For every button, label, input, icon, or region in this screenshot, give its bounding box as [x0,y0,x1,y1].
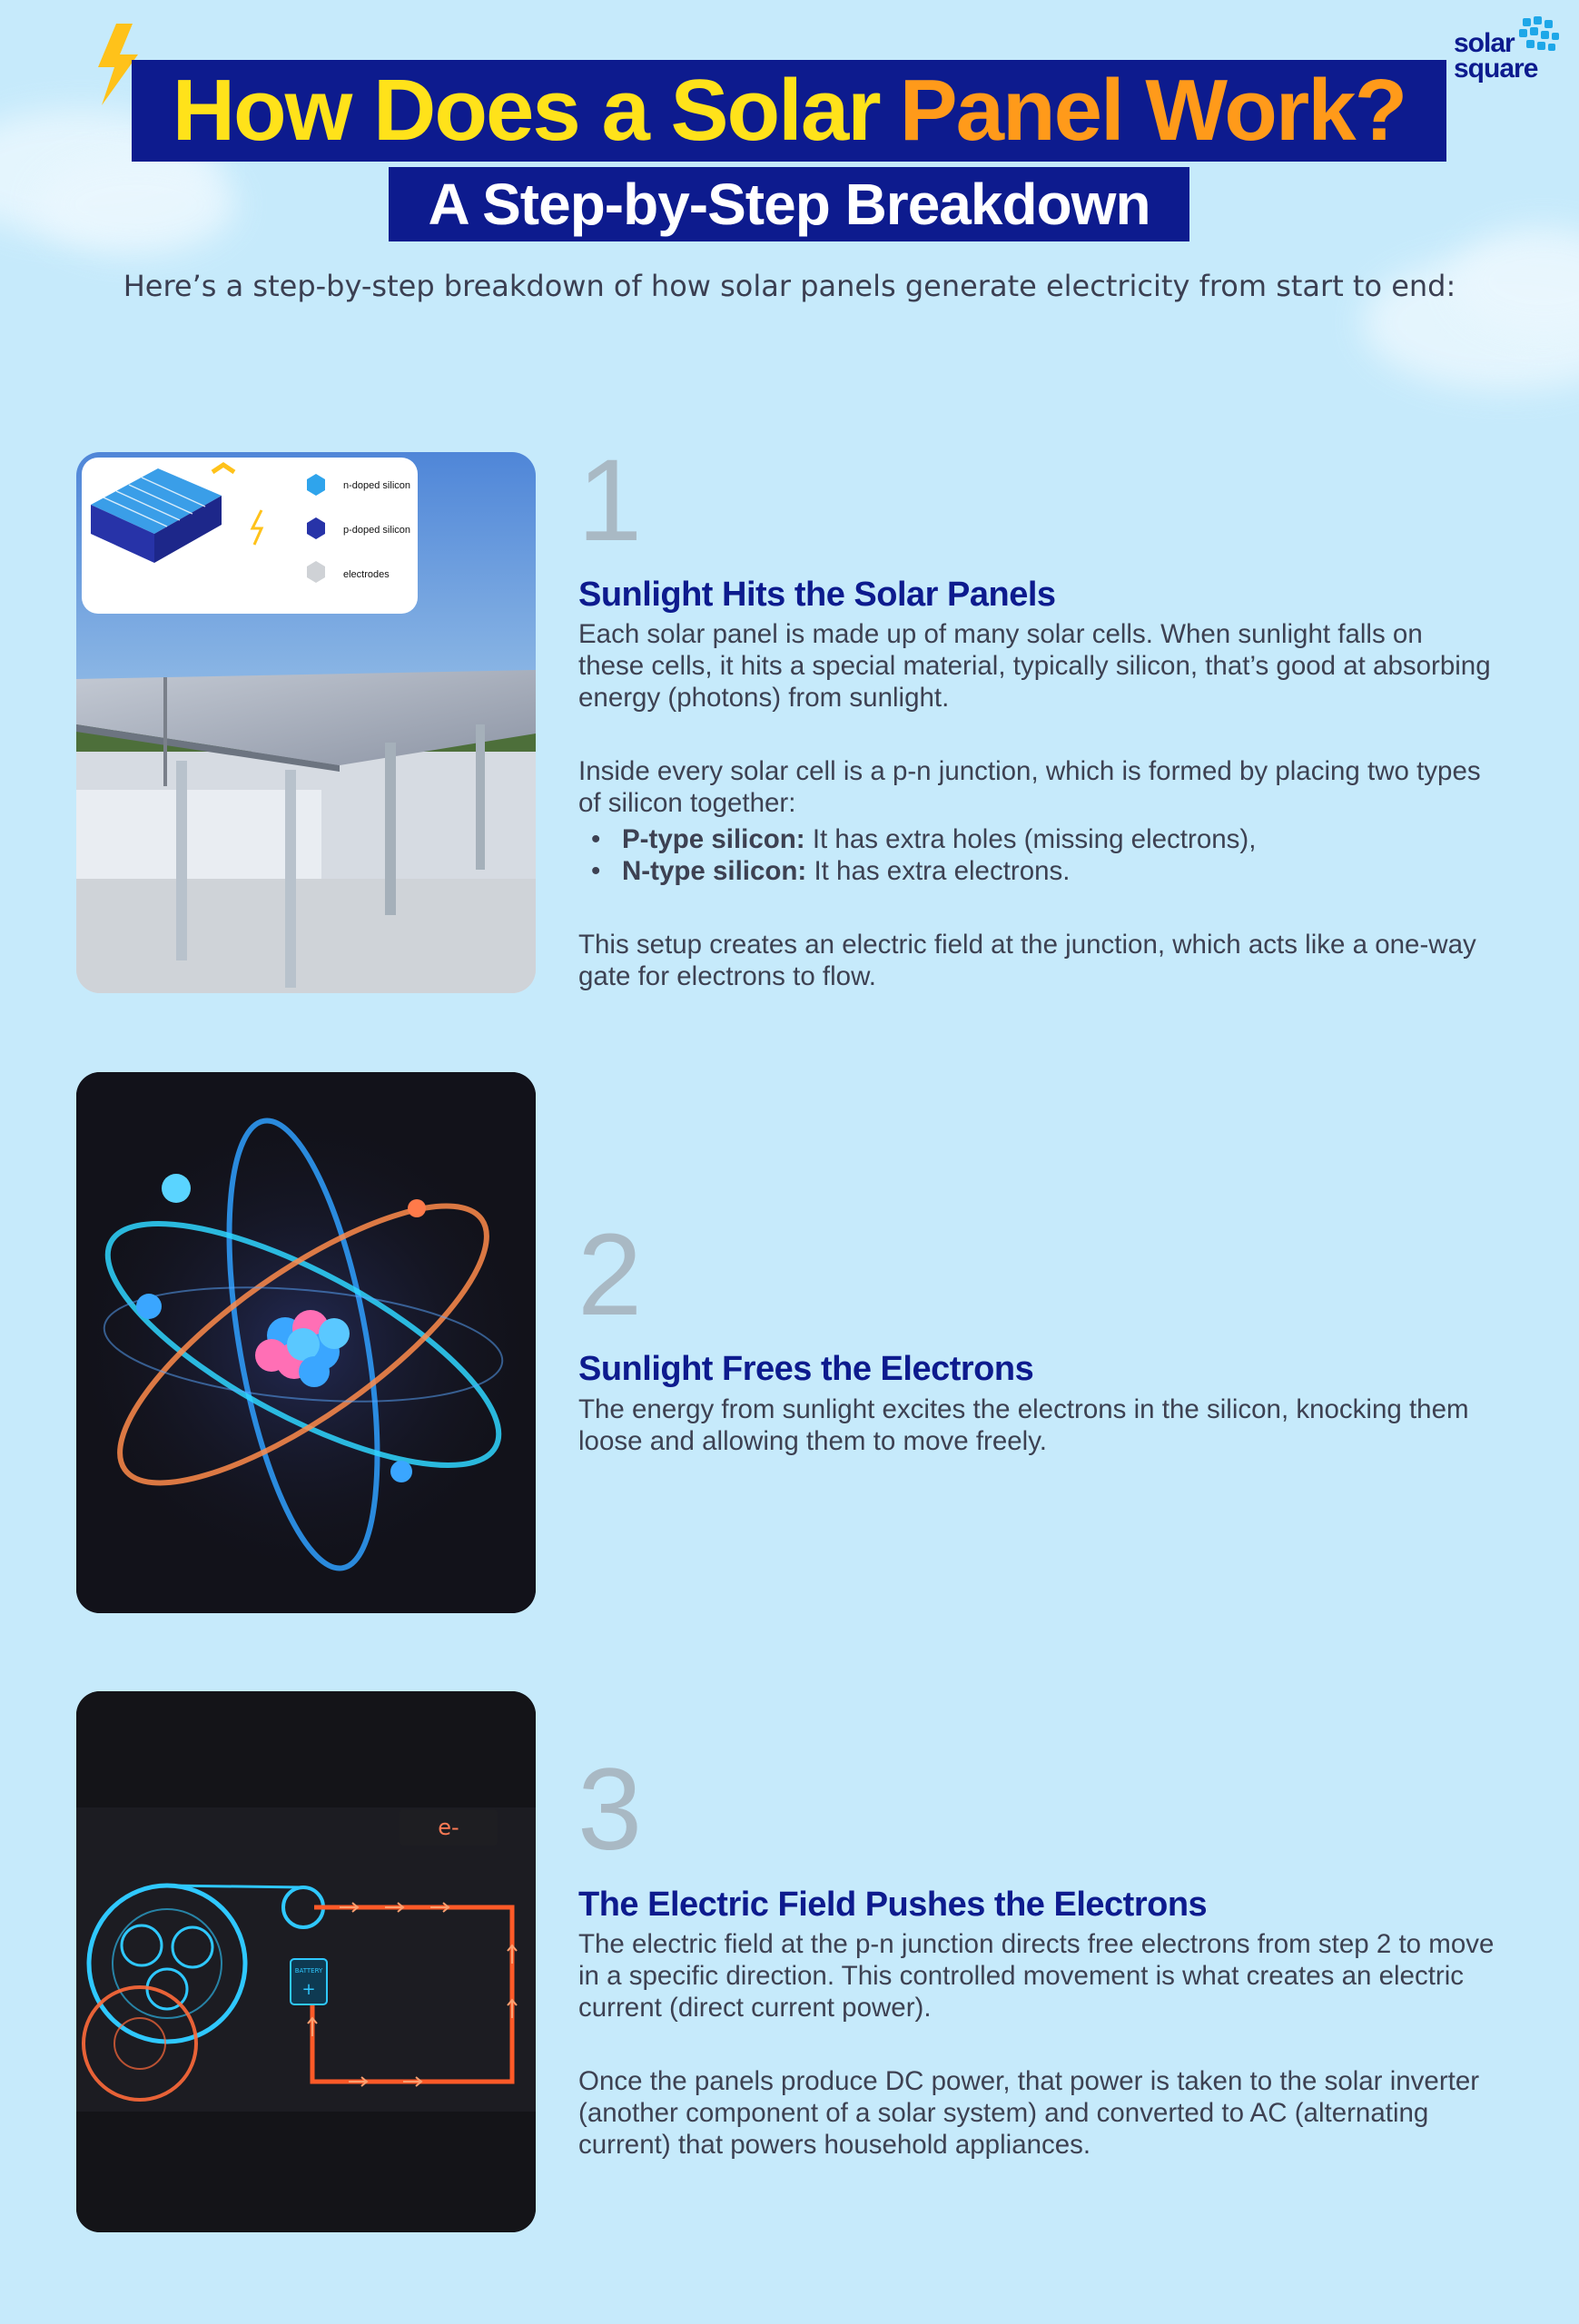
logo-wordmark: solar square [1454,28,1538,84]
legend-electrodes: electrodes [343,569,390,580]
atom-illustration [76,1072,536,1613]
page-subtitle: A Step-by-Step Breakdown [389,167,1189,241]
step3-number: 3 [577,1745,643,1875]
step3-para2: Once the panels produce DC power, that power is taken to the solar inverter (another component of a solar system) and converted to AC (alternating current) that powers household appliances. [578,2066,1480,2160]
step1-para3: This setup creates an electric field at the junction, which acts like a one-way gate for electrons to flow. [578,930,1476,991]
electron-label: e- [400,1809,498,1846]
title-part2: Panel Work? [899,62,1406,159]
solarsquare-logo[interactable] [1454,15,1563,87]
step1-bullet-list [578,823,1495,887]
legend-p-doped: p-doped silicon [343,525,410,536]
page-title [132,60,1446,162]
step1-title: Sunlight Hits the Solar Panels [578,576,1056,614]
title-part1: How Does a Solar [172,62,880,159]
solar-panel-photo [76,452,536,993]
battery-label: BATTERY [294,1967,323,1974]
step1-number: 1 [577,436,643,566]
step1-image-card [76,452,536,993]
step2-image-card [76,1072,536,1613]
step3-para1: The electric field at the p-n junction directs free electrons from step 2 to move in a specific direction. This controlled movement is what creates an electric current (direct current power). [578,1929,1495,2023]
svg-text:+: + [301,1980,316,1999]
cloud-top-left-2 [36,154,236,254]
legend-n-doped: n-doped silicon [343,480,410,491]
step2-para1: The energy from sunlight excites the electrons in the silicon, knocking them loose and allowing them to move freely. [578,1394,1469,1456]
list-item: • N-type silicon: It has extra electrons. [578,855,1495,887]
list-item: • P-type silicon: It has extra holes (missing electrons), [578,823,1495,855]
intro-text: Here’s a step-by-step breakdown of how solar panels generate electricity from start to end: [123,269,1456,303]
step3-image-card [76,1691,536,2232]
step2-number: 2 [577,1210,643,1340]
logo-grid-icon [1510,15,1564,69]
circuit-illustration [76,1691,536,2232]
step3-title: The Electric Field Pushes the Electrons [578,1886,1208,1924]
step1-para2: Inside every solar cell is a p-n junction, which is formed by placing two types of silicon together: [578,756,1481,818]
step2-title: Sunlight Frees the Electrons [578,1350,1034,1388]
step1-para1: Each solar panel is made up of many solar cells. When sunlight falls on these cells, it hits a special material, typically silicon, that’s good at absorbing energy (photons) from sunlight. [578,619,1491,713]
